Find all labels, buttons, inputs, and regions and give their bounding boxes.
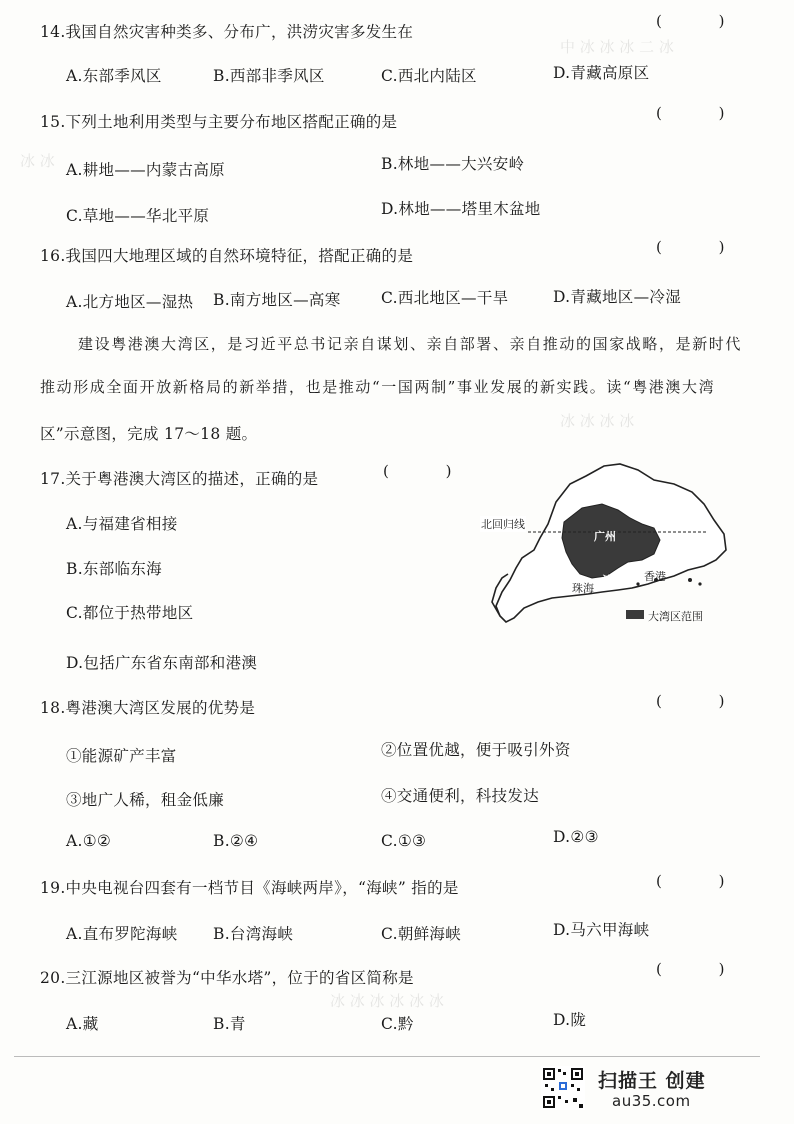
q18-item-1: ①能源矿产丰富 — [66, 747, 177, 765]
q15-option-c[interactable]: C.草地——华北平原 — [66, 207, 210, 225]
q18-option-b[interactable]: B.②④ — [213, 832, 259, 850]
q14-option-b[interactable]: B.西部非季风区 — [213, 67, 325, 85]
island — [698, 582, 701, 585]
q16-option-d[interactable]: D.青藏地区—冷湿 — [553, 288, 682, 306]
q14-option-d[interactable]: D.青藏高原区 — [553, 64, 650, 82]
q15-stem: 15.下列土地利用类型与主要分布地区搭配正确的是 — [40, 113, 398, 131]
q16-option-a[interactable]: A.北方地区—湿热 — [66, 293, 194, 311]
q19-option-c[interactable]: C.朝鲜海峡 — [381, 925, 462, 943]
q20-answer-paren[interactable]: ( ) — [656, 960, 751, 978]
map-svg — [478, 462, 740, 626]
bleed-through-text: 中 冰 冰 冰 二 冰 — [560, 38, 674, 56]
scanner-site: au35.com — [612, 1092, 691, 1110]
q19-option-d[interactable]: D.马六甲海峡 — [553, 921, 650, 939]
island — [688, 578, 692, 582]
scanner-brand: 扫描王 创建 — [598, 1070, 706, 1092]
guangzhou-label: 广州 — [594, 530, 616, 543]
q15-option-a[interactable]: A.耕地——内蒙古高原 — [66, 161, 225, 179]
q19-stem: 19.中央电视台四套有一档节目《海峡两岸》，“海峡” 指的是 — [40, 879, 459, 897]
bleed-through-text: 冰 冰 冰 冰 冰 冰 — [330, 992, 444, 1010]
q19-option-a[interactable]: A.直布罗陀海峡 — [66, 925, 178, 943]
q16-option-c[interactable]: C.西北地区—干旱 — [381, 289, 509, 307]
q17-answer-paren[interactable]: ( ) — [383, 462, 478, 480]
legend-swatch — [626, 610, 644, 619]
q14-answer-paren[interactable]: ( ) — [656, 12, 751, 30]
intro-line-3: 区”示意图，完成 17～18 题。 — [40, 425, 258, 443]
q20-option-a[interactable]: A.藏 — [66, 1015, 99, 1033]
intro-line-1: 建设粤港澳大湾区，是习近平总书记亲自谋划、亲自部署、亲自推动的国家战略，是新时代 — [78, 335, 743, 353]
q14-option-a[interactable]: A.东部季风区 — [66, 67, 162, 85]
q16-stem: 16.我国四大地理区域的自然环境特征，搭配正确的是 — [40, 247, 414, 265]
hongkong-label: 香港 — [644, 570, 666, 583]
tropic-label: 北回归线 — [481, 518, 525, 531]
q17-option-a[interactable]: A.与福建省相接 — [66, 515, 178, 533]
q16-option-b[interactable]: B.南方地区—高寒 — [213, 291, 341, 309]
zhuhai-label: 珠海 — [572, 582, 594, 595]
q17-option-d[interactable]: D.包括广东省东南部和港澳 — [66, 654, 258, 672]
q16-answer-paren[interactable]: ( ) — [656, 238, 751, 256]
bleed-through-text: 冰 冰 — [20, 152, 55, 170]
q18-option-a[interactable]: A.①② — [66, 832, 112, 850]
q15-option-b[interactable]: B.林地——大兴安岭 — [381, 155, 525, 173]
q18-item-2: ②位置优越，便于吸引外资 — [381, 741, 571, 759]
q15-option-d[interactable]: D.林地——塔里木盆地 — [381, 200, 541, 218]
q18-option-d[interactable]: D.②③ — [553, 828, 599, 846]
q19-option-b[interactable]: B.台湾海峡 — [213, 925, 294, 943]
q14-stem: 14.我国自然灾害种类多、分布广，洪涝灾害多发生在 — [40, 23, 414, 41]
q20-option-c[interactable]: C.黔 — [381, 1015, 414, 1033]
q20-option-d[interactable]: D.陇 — [553, 1011, 587, 1029]
q17-stem: 17.关于粤港澳大湾区的描述，正确的是 — [40, 470, 319, 488]
island — [636, 582, 639, 585]
q18-answer-paren[interactable]: ( ) — [656, 692, 751, 710]
q18-item-3: ③地广人稀，租金低廉 — [66, 791, 225, 809]
bleed-through-text: 冰 冰 冰 冰 — [560, 412, 635, 430]
greater-bay-area-map — [478, 462, 740, 626]
q20-option-b[interactable]: B.青 — [213, 1015, 246, 1033]
intro-line-2: 推动形成全面开放新格局的新举措，也是推动“一国两制”事业发展的新实践。读“粤港澳大湾 — [40, 378, 716, 396]
q15-answer-paren[interactable]: ( ) — [656, 104, 751, 122]
qr-code-icon — [541, 1066, 585, 1110]
q20-stem: 20.三江源地区被誉为“中华水塔”，位于的省区简称是 — [40, 969, 414, 987]
legend-label: 大湾区范围 — [648, 610, 703, 623]
q18-item-4: ④交通便利，科技发达 — [381, 787, 540, 805]
q14-option-c[interactable]: C.西北内陆区 — [381, 67, 477, 85]
page-bottom-edge — [14, 1056, 760, 1057]
q18-option-c[interactable]: C.①③ — [381, 832, 427, 850]
macau-label: 澳门 — [602, 574, 624, 587]
q17-option-c[interactable]: C.都位于热带地区 — [66, 604, 194, 622]
q17-option-b[interactable]: B.东部临东海 — [66, 560, 162, 578]
q19-answer-paren[interactable]: ( ) — [656, 872, 751, 890]
q18-stem: 18.粤港澳大湾区发展的优势是 — [40, 699, 256, 717]
